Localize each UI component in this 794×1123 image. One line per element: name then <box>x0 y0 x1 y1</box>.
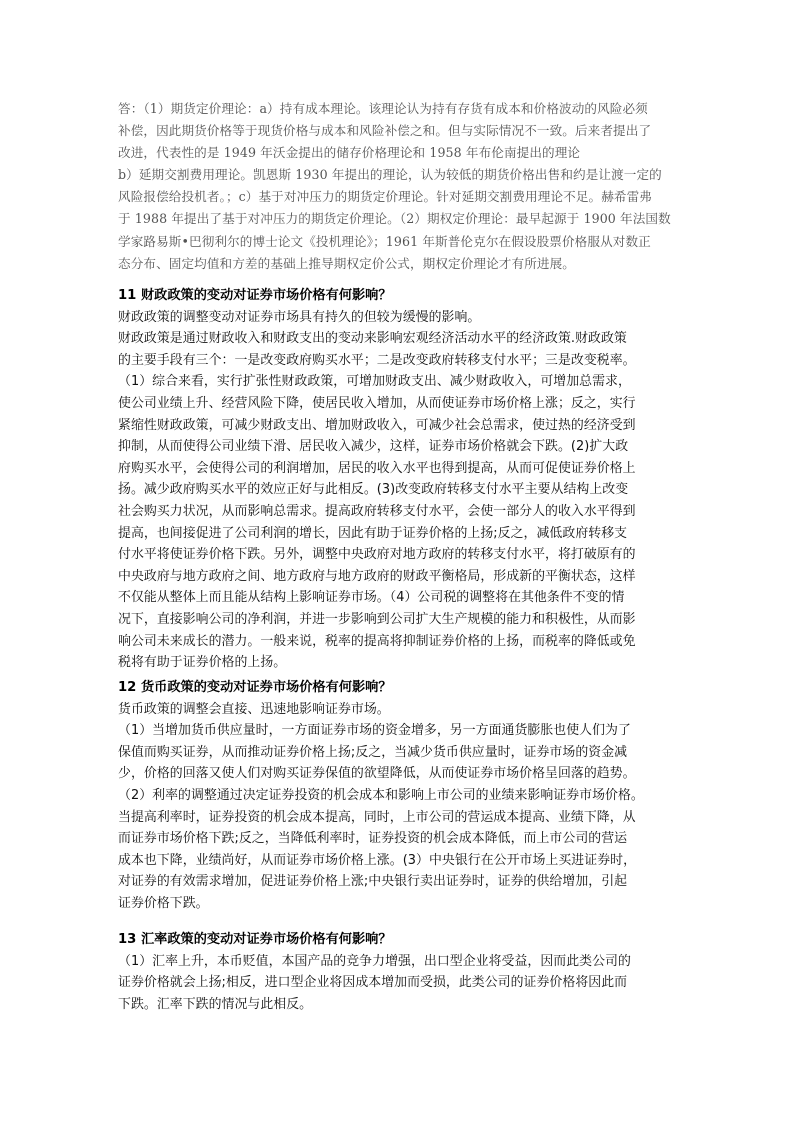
answer-line: 补偿，因此期货价格等于现货价格与成本和风险补偿之和。但与实际情况不一致。后来者提出了 <box>118 123 652 139</box>
body-line: 税将有助于证券价格的上扬。 <box>118 655 287 671</box>
body-line: （1）汇率上升，本币贬值，本国产品的竞争力增强，出口型企业将受益，因而此类公司的 <box>118 953 631 969</box>
answer-line: 学家路易斯•巴彻利尔的博士论文《投机理论》；1961 年斯普伦克尔在假设股票价格服从对数正 <box>118 233 651 249</box>
body-line: 中央政府与地方政府之间、地方政府与地方政府的财政平衡格局，形成新的平衡状态，这样 <box>118 568 636 584</box>
body-line: 证券价格下跌。 <box>118 895 209 911</box>
section-fiscal-policy <box>118 285 690 674</box>
body-line: 成本也下降，业绩尚好，从而证券市场价格上涨。(3）中央银行在公开市场上买进证券时， <box>118 852 637 868</box>
body-line: 财政政策是通过财政收入和财政支出的变动来影响宏观经济活动水平的经济政策.财政政策 <box>118 331 627 347</box>
body-line: 少，价格的回落又使人们对购买证券保值的欲望降低，从而使证券市场价格呈回落的趋势。 <box>118 766 636 782</box>
body-line: 使公司业绩上升、经营风险下降，使居民收入增加，从而使证券市场价格上涨；反之，实行 <box>118 395 636 411</box>
body-line: 下跌。汇率下跌的情况与此相反。 <box>118 996 313 1012</box>
answer-line: 答：（1）期货定价理论：a）持有成本理论。该理论认为持有存货有成本和价格波动的风险必须 <box>118 101 648 116</box>
answer-line: 于 1988 年提出了基于对冲压力的期货定价理论。（2）期权定价理论：最早起源于 1900 年法国数 <box>118 211 671 227</box>
body-line: 况下，直接影响公司的净利润，并进一步影响到公司扩大生产规模的能力和积极性，从而影 <box>118 611 636 627</box>
body-line: 府购买水平，会使得公司的利润增加，居民的收入水平也得到提高，从而可促使证券价格上 <box>118 460 636 476</box>
body-line: 抑制，从而使得公司业绩下滑、居民收入减少，这样，证券市场价格就会下跌。(2)扩大政 <box>118 439 629 455</box>
answer-line: 态分布、固定均值和方差的基础上推导期权定价公式，期权定价理论才有所进展。 <box>118 255 575 271</box>
answer-line: 风险报偿给投机者。；c）基于对冲压力的期货定价理论。针对延期交割费用理论不足。赫希雷弗 <box>118 189 652 205</box>
body-line: （1）当增加货币供应量时，一方面证券市场的资金增多，另一方面通货膨胀也使人们为了 <box>118 723 631 739</box>
body-line: 证券价格就会上扬;相反，进口型企业将因成本增加而受损，此类公司的证券价格将因此而 <box>118 975 628 991</box>
body-line: 提高，也间接促进了公司利润的增长，因此有助于证券价格的上扬;反之，减低政府转移支 <box>118 525 628 541</box>
body-line: 而证券市场价格下跌;反之，当降低利率时，证券投资的机会成本降低，而上市公司的营运 <box>118 831 628 847</box>
body-line: 不仅能从整体上而且能从结构上影响证券市场。（4）公司税的调整将在其他条件不变的情 <box>118 590 625 606</box>
section-heading: 11 财政政策的变动对证券市场价格有何影响？ <box>118 288 392 303</box>
section-monetary-policy <box>118 677 690 915</box>
answer-line: b）延期交割费用理论。凯恩斯 1930 年提出的理论，认为较低的期货价格出售和约是让渡一定的 <box>118 167 662 183</box>
body-line: 财政政策的调整变动对证券市场具有持久的但较为缓慢的影响。 <box>118 309 481 325</box>
body-line: 紧缩性财政政策，可减少财政支出、增加财政收入，可减少社会总需求，使过热的经济受到 <box>118 417 636 433</box>
body-line: 对证券的有效需求增加，促进证券价格上涨;中央银行卖出证券时，证券的供给增加，引起 <box>118 874 628 890</box>
body-line: 保值而购买证券，从而推动证券价格上扬;反之，当减少货币供应量时，证券市场的资金减 <box>118 744 628 760</box>
body-line: 付水平将使证券价格下跌。另外，调整中央政府对地方政府的转移支付水平，将打破原有的 <box>118 547 636 563</box>
section-heading: 13 汇率政策的变动对证券市场价格有何影响？ <box>118 932 392 947</box>
answer-image-block <box>118 98 683 275</box>
body-line: 扬。减少政府购买水平的效应正好与此相反。(3)改变政府转移支付水平主要从结构上改变 <box>118 482 629 498</box>
body-line: 当提高利率时，证券投资的机会成本提高，同时，上市公司的营运成本提高、业绩下降，从 <box>118 809 636 825</box>
section-exchange-rate-policy <box>118 929 690 1015</box>
body-line: （1）综合来看，实行扩张性财政政策，可增加财政支出、减少财政收入，可增加总需求， <box>118 374 631 390</box>
answer-line: 改进，代表性的是 1949 年沃金提出的储存价格理论和 1958 年布伦南提出的理论 <box>118 145 581 161</box>
section-heading: 12 货币政策的变动对证券市场价格有何影响？ <box>118 680 392 695</box>
body-line: （2）利率的调整通过决定证券投资的机会成本和影响上市公司的业绩来影响证券市场价格。 <box>118 787 644 803</box>
body-line: 货币政策的调整会直接、迅速地影响证券市场。 <box>118 701 390 717</box>
body-line: 社会购买力状况，从而影响总需求。提高政府转移支付水平，会使一部分人的收入水平得到 <box>118 503 636 519</box>
body-line: 响公司未来成长的潜力。一般来说，税率的提高将抑制证券价格的上扬，而税率的降低或免 <box>118 633 636 649</box>
body-line: 的主要手段有三个：一是改变政府购买水平；二是改变政府转移支付水平；三是改变税率。 <box>118 352 636 368</box>
